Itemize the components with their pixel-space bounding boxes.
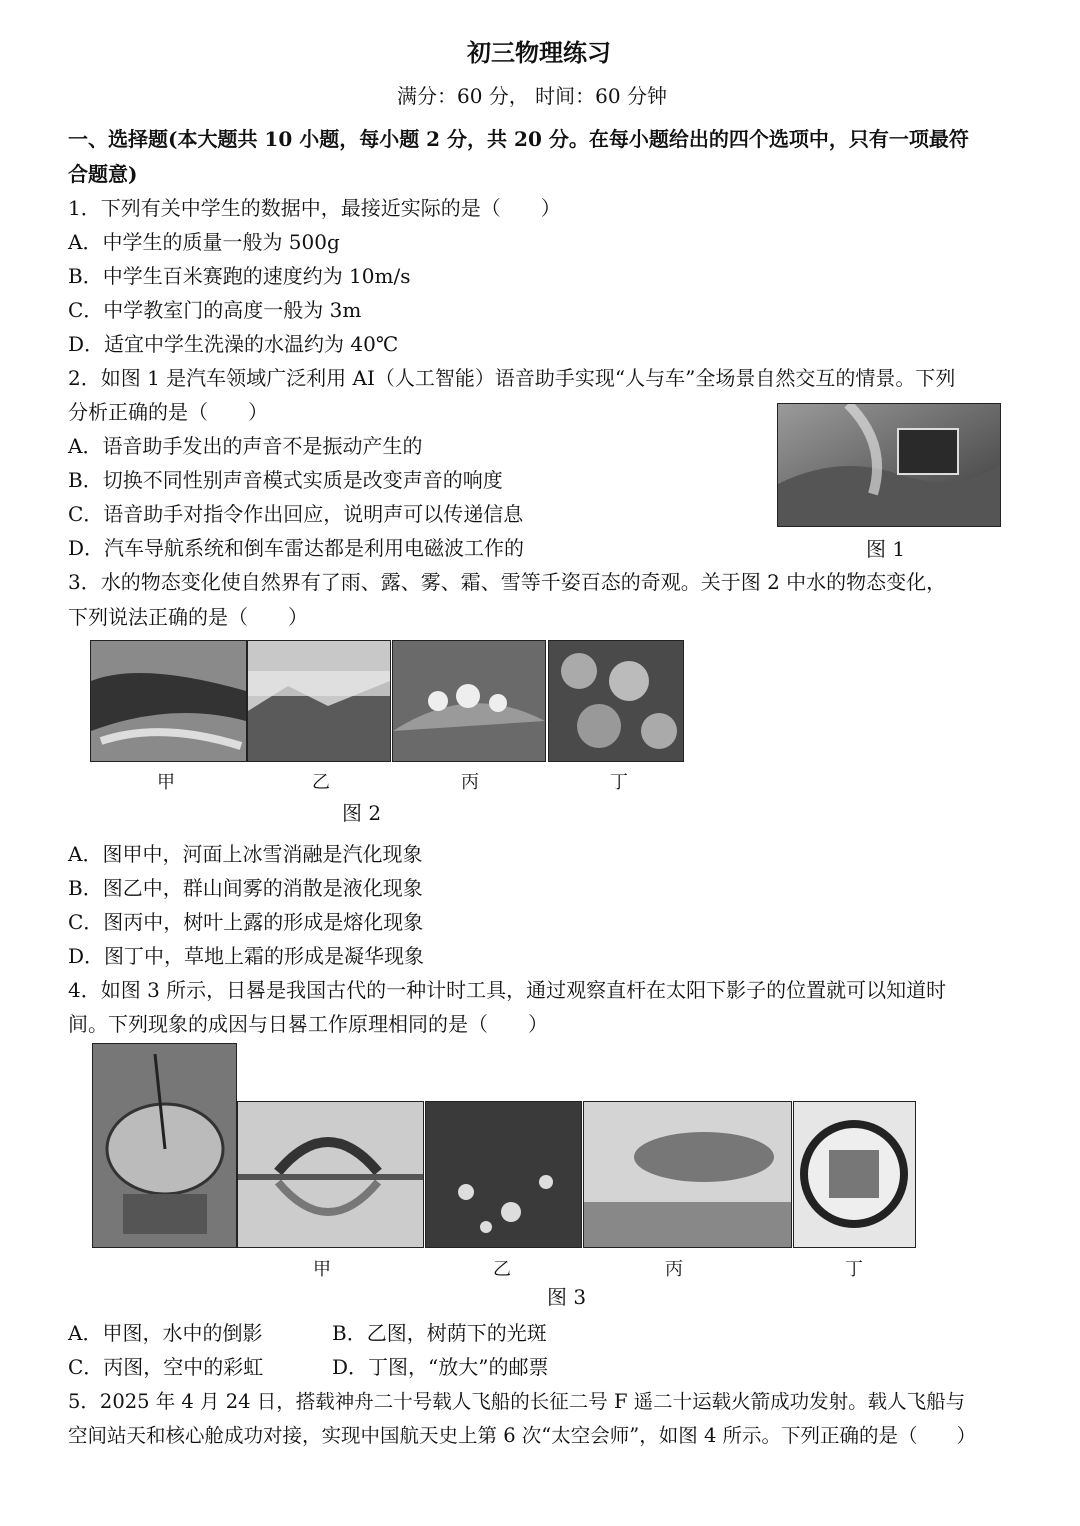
figure-2-label-ding: 丁 <box>610 772 628 793</box>
figure-1-caption: 图 1 <box>866 537 906 561</box>
figure-2-label-jia: 甲 <box>157 772 175 793</box>
q4-option-d: D．丁图，“放大”的邮票 <box>332 1355 549 1379</box>
figure-2-bing-image <box>392 640 546 762</box>
q3-stem: 3．水的物态变化使自然界有了雨、露、雾、霜、雪等千姿百态的奇观。关于图 2 中水的物态变化， <box>68 570 947 594</box>
figure-2-jia-image <box>90 640 247 762</box>
q4-option-b: B．乙图，树荫下的光斑 <box>332 1321 547 1345</box>
figure-3-label-bing: 丙 <box>665 1259 683 1280</box>
figure-3-jia-image <box>237 1101 424 1248</box>
section-heading: 一、选择题(本大题共 10 小题，每小题 2 分，共 20 分。在每小题给出的四个选项中，只有一项最符 <box>68 127 969 151</box>
figure-3-ding-image <box>793 1101 916 1248</box>
q3-option-a: A．图甲中，河面上冰雪消融是汽化现象 <box>68 842 423 866</box>
q5-stem: 5．2025 年 4 月 24 日，搭载神舟二十号载人飞船的长征二号 F 遥二十运载火箭成功发射。载人飞船与 <box>68 1390 966 1413</box>
q3-stem-cont: 下列说法正确的是（ ） <box>68 605 308 629</box>
q2-option-b: B．切换不同性别声音模式实质是改变声音的响度 <box>68 468 503 492</box>
figure-3-yi-image <box>425 1101 582 1248</box>
q1-option-d: D．适宜中学生洗澡的水温约为 40℃ <box>68 332 399 356</box>
q2-option-a: A．语音助手发出的声音不是振动产生的 <box>68 434 423 458</box>
q4-stem-cont: 间。下列现象的成因与日晷工作原理相同的是（ ） <box>68 1012 548 1036</box>
q3-option-d: D．图丁中，草地上霜的形成是凝华现象 <box>68 944 425 968</box>
figure-3-sundial-image <box>92 1043 237 1248</box>
q4-option-a: A．甲图，水中的倒影 <box>68 1321 263 1345</box>
figure-2-yi-image <box>247 640 391 762</box>
figure-3-bing-image <box>583 1101 792 1248</box>
q2-option-c: C．语音助手对指令作出回应，说明声可以传递信息 <box>68 502 524 526</box>
q4-option-c: C．丙图，空中的彩虹 <box>68 1355 264 1379</box>
q2-stem-cont: 分析正确的是（ ） <box>68 400 268 424</box>
q2-option-d: D．汽车导航系统和倒车雷达都是利用电磁波工作的 <box>68 536 525 560</box>
figure-3-label-ding: 丁 <box>845 1259 863 1280</box>
figure-2-ding-image <box>548 640 684 762</box>
figure-2-caption: 图 2 <box>342 801 382 825</box>
figure-3-label-yi: 乙 <box>493 1259 511 1280</box>
figure-2-label-yi: 乙 <box>312 772 330 793</box>
q4-stem: 4．如图 3 所示，日晷是我国古代的一种计时工具，通过观察直杆在太阳下影子的位置就可以知道时 <box>68 978 947 1002</box>
q1-option-a: A．中学生的质量一般为 500g <box>68 230 340 254</box>
q1-stem: 1．下列有关中学生的数据中，最接近实际的是（ ） <box>68 196 561 220</box>
figure-3-label-jia: 甲 <box>313 1259 331 1280</box>
exam-info: 满分：60 分， 时间：60 分钟 <box>397 84 667 108</box>
q1-option-c: C．中学教室门的高度一般为 3m <box>68 298 362 322</box>
section-heading-cont: 合题意) <box>68 162 138 186</box>
q2-stem: 2．如图 1 是汽车领域广泛利用 AI（人工智能）语音助手实现“人与车”全场景自然交互的情景。下列 <box>68 366 956 390</box>
figure-2-label-bing: 丙 <box>461 772 479 793</box>
q5-stem-cont: 空间站天和核心舱成功对接，实现中国航天史上第 6 次“太空会师”，如图 4 所示。下列正确的是（ ） <box>68 1424 977 1447</box>
figure-3-caption: 图 3 <box>547 1285 587 1309</box>
figure-1-image <box>777 403 1001 527</box>
q3-option-b: B．图乙中，群山间雾的消散是液化现象 <box>68 876 423 900</box>
q1-option-b: B．中学生百米赛跑的速度约为 10m/s <box>68 264 411 288</box>
q3-option-c: C．图丙中，树叶上露的形成是熔化现象 <box>68 910 424 934</box>
page-title: 初三物理练习 <box>467 38 611 67</box>
